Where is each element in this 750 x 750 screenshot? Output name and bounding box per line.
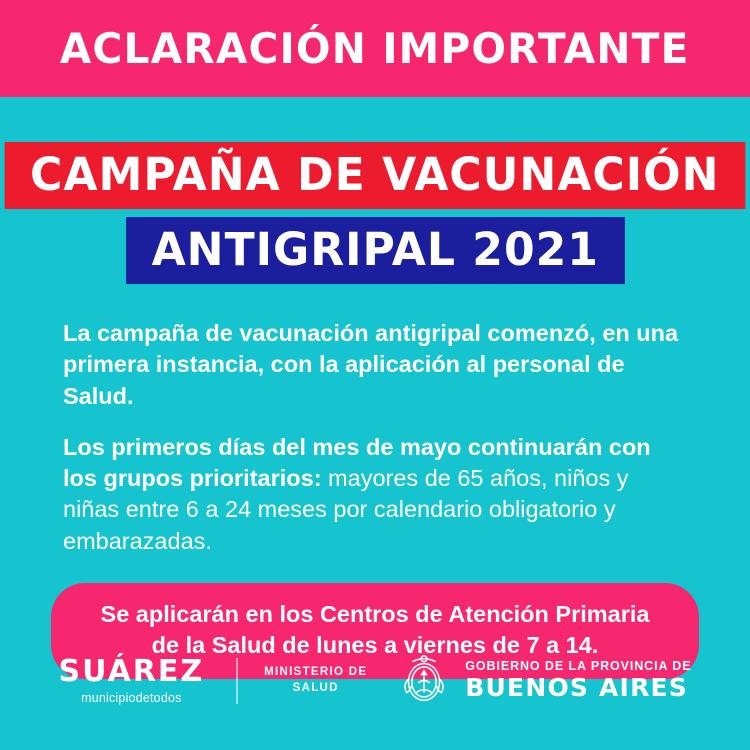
coat-of-arms-icon	[393, 650, 455, 712]
top-banner	[0, 0, 750, 97]
paragraph-intro: La campaña de vacunación antigripal comenzó, en una primera instancia, con la aplicación al personal de Salud.	[63, 320, 679, 409]
paragraph-priority-groups	[63, 432, 687, 557]
footer-divider	[236, 658, 238, 704]
ministerio-line-2: SALUD	[292, 682, 339, 694]
priority-groups-lead: Los primeros días del mes de mayo continuarán con los grupos prioritarios:	[63, 433, 651, 491]
logo-gobierno-buenos-aires	[393, 650, 691, 712]
body-copy	[63, 318, 687, 577]
ministerio-line-1: MINISTERIO DE	[264, 666, 368, 679]
suarez-brand: SUÁREZ	[58, 654, 205, 689]
suarez-tagline: municipiodetodos	[81, 691, 182, 705]
title-block	[0, 142, 750, 284]
gba-line-1: GOBIERNO DE LA PROVINCIA DE	[465, 659, 692, 674]
footer-logos	[0, 650, 750, 712]
highlight-line-2: de la Salud de lunes a viernes de 7 a 14.	[151, 631, 599, 658]
title-line-campaign: CAMPAÑA DE VACUNACIÓN	[5, 142, 745, 209]
gba-text	[465, 660, 691, 701]
gba-line-2: BUENOS AIRES	[465, 673, 688, 703]
logo-suarez	[58, 654, 211, 705]
logo-ministerio-salud	[264, 665, 367, 696]
highlight-line-1: Se aplicarán en los Centros de Atención Primaria	[100, 600, 650, 627]
priority-groups-detail: mayores de 65 años, niños y niñas entre 6 a 24 meses por calendario obligatorio y embarazadas.	[63, 465, 629, 554]
banner-title: ACLARACIÓN IMPORTANTE	[60, 24, 690, 73]
title-line-antigripal: ANTIGRIPAL 2021	[126, 217, 624, 284]
